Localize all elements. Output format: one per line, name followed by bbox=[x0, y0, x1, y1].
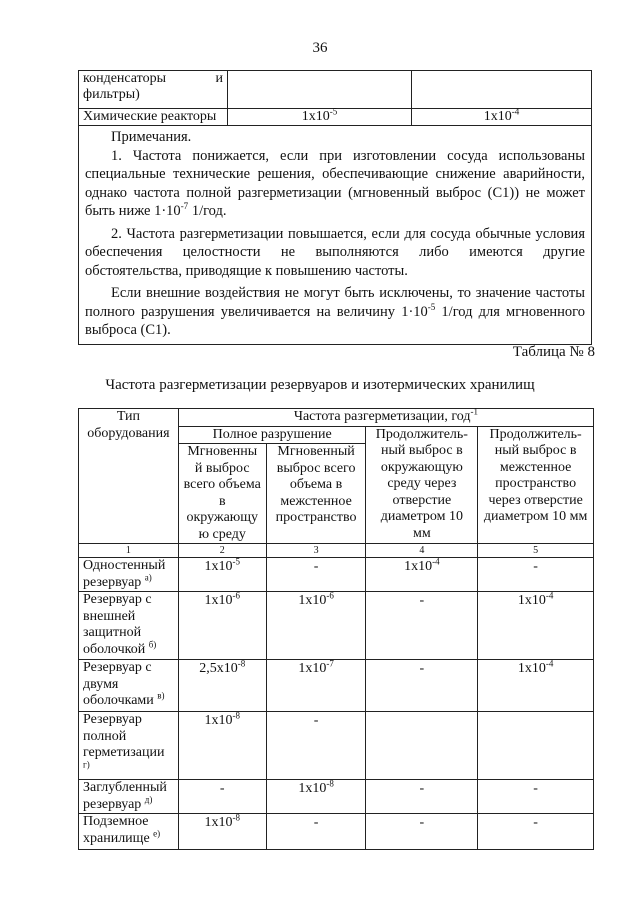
value-cell: $1x10^{-6}$ bbox=[178, 592, 266, 660]
column-number-row bbox=[79, 544, 594, 558]
header-instant-interwall: Мгновенный выброс всего объема в межстенное пространство bbox=[266, 444, 366, 544]
value-cell: $1x10^{-4}$ bbox=[478, 592, 594, 660]
value-cell: - bbox=[366, 814, 478, 850]
note-1: 1. Частота понижается, если при изготовлении сосуда использованы специальные технические решения, обеспечивающие снижение аварийности, однако частота полной разгерметизации (мгновенный выброс (С1)) не может быть ниже $1\cdot 10^{-7}$ 1/год. bbox=[85, 147, 585, 219]
table-row bbox=[79, 126, 592, 345]
cell-text: конденсаторы bbox=[83, 71, 166, 86]
value-cell: $1x10^{-8}$ bbox=[266, 780, 366, 814]
page-number: 36 bbox=[312, 40, 328, 56]
value-cell: $1x10^{-4}$ bbox=[478, 660, 594, 712]
value-cell: - bbox=[178, 780, 266, 814]
note-3: Если внешние воздействия не могут быть исключены, то значение частоты полного разрушения увеличивается на величину $1\cdot 10^{-5}$ 1/год для мгновенного выброса (С1). bbox=[85, 285, 585, 338]
value-cell: - bbox=[478, 558, 594, 592]
table-row bbox=[79, 814, 594, 850]
table-cell bbox=[79, 71, 228, 109]
value-cell: $1x10^{-8}$ bbox=[178, 712, 266, 780]
row-label: Подземное хранилище $^{е)}$ bbox=[79, 814, 179, 850]
value-cell: $1x10^{-5}$ bbox=[178, 558, 266, 592]
table-row bbox=[79, 780, 594, 814]
row-label: Резервуар с внешней защитной оболочкой $^{б)}$ bbox=[79, 592, 179, 660]
header-frequency: Частота разгерметизации, год$^{-1}$ bbox=[178, 409, 593, 427]
table-header-row bbox=[79, 409, 594, 427]
column-number: 3 bbox=[266, 544, 366, 558]
value-cell bbox=[366, 712, 478, 780]
table-cell bbox=[228, 71, 412, 109]
value-cell: - bbox=[266, 558, 366, 592]
continuation-table bbox=[78, 70, 592, 345]
header-full-destruction: Полное разрушение bbox=[178, 426, 366, 444]
value-cell: - bbox=[366, 780, 478, 814]
value-cell: $1x10^{-7}$ bbox=[266, 660, 366, 712]
value-cell: - bbox=[266, 814, 366, 850]
value-cell bbox=[478, 712, 594, 780]
value-cell: - bbox=[478, 814, 594, 850]
value-cell: $1x10^{-6}$ bbox=[266, 592, 366, 660]
table-row bbox=[79, 712, 594, 780]
row-label: Резервуар полной герметизации $^{г)}$ bbox=[79, 712, 179, 780]
table-row bbox=[79, 71, 592, 109]
cell-text: и bbox=[215, 71, 223, 86]
value-cell: - bbox=[266, 712, 366, 780]
notes-heading: Примечания. bbox=[111, 129, 192, 145]
value-cell: $1x10^{-8}$ bbox=[178, 814, 266, 850]
row-label: Резервуар с двумя оболочками $^{в)}$ bbox=[79, 660, 179, 712]
table-cell: $1x10^{-4}$ bbox=[412, 109, 592, 126]
frequency-table bbox=[78, 408, 594, 850]
table-row bbox=[79, 592, 594, 660]
cell-text: фильтры) bbox=[83, 87, 140, 102]
table-row bbox=[79, 660, 594, 712]
table-row bbox=[79, 109, 592, 126]
value-cell: $2,5x10^{-8}$ bbox=[178, 660, 266, 712]
notes-cell bbox=[79, 126, 592, 345]
table-cell: $1x10^{-5}$ bbox=[228, 109, 412, 126]
column-number: 1 bbox=[79, 544, 179, 558]
table-row bbox=[79, 558, 594, 592]
table-title: Частота разгерметизации резервуаров и изотермических хранилищ bbox=[105, 377, 535, 393]
note-2: 2. Частота разгерметизации повышается, если для сосуда обычные условия обеспечения целостности не выполняются либо имеются другие обстоятельства, приводящие к повышению частоты. bbox=[85, 225, 585, 279]
header-instant-env: Мгновенны й выброс всего объема в окружающу ю среду bbox=[178, 444, 266, 544]
table-number: Таблица № 8 bbox=[512, 344, 595, 360]
column-number: 4 bbox=[366, 544, 478, 558]
header-continuous-env: Продолжитель-ный выброс в окружающую среду через отверстие диаметром 10 мм bbox=[366, 426, 478, 544]
value-cell: - bbox=[366, 592, 478, 660]
row-label: Одностенный резервуар $^{а)}$ bbox=[79, 558, 179, 592]
column-number: 2 bbox=[178, 544, 266, 558]
column-number: 5 bbox=[478, 544, 594, 558]
table-cell bbox=[412, 71, 592, 109]
row-label: Заглубленный резервуар $^{д)}$ bbox=[79, 780, 179, 814]
value-cell: - bbox=[478, 780, 594, 814]
value-cell: $1x10^{-4}$ bbox=[366, 558, 478, 592]
value-cell: - bbox=[366, 660, 478, 712]
header-continuous-interwall: Продолжитель-ный выброс в межстенное пространство через отверстие диаметром 10 мм bbox=[478, 426, 594, 544]
header-type: Тип оборудования bbox=[79, 409, 179, 544]
table-cell: Химические реакторы bbox=[79, 109, 228, 126]
